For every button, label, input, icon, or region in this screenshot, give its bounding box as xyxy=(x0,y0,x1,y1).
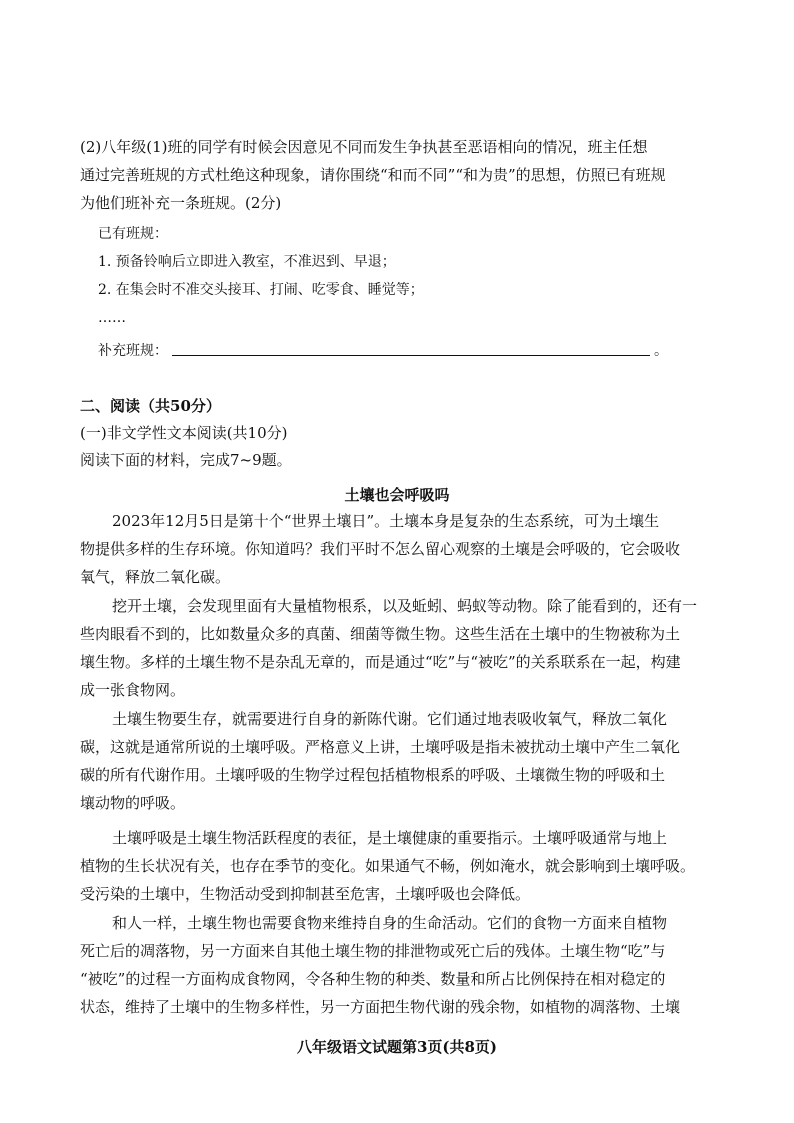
article-line: 挖开土壤，会发现里面有大量植物根系，以及蚯蚓、蚂蚁等动物。除了能看到的，还有一 xyxy=(112,597,698,615)
page-footer: 八年级语文试题第3页(共8页) xyxy=(296,1038,498,1056)
supplement-rule-label: 补充班规： xyxy=(98,343,168,359)
section-2-heading: 二、阅读（共50分） xyxy=(80,397,221,415)
article-line: 碳，这就是通常所说的土壤呼吸。严格意义上讲，土壤呼吸是指未被扰动土壤中产生二氧化 xyxy=(80,738,681,756)
article-line: 状态，维持了土壤中的生物多样性，另一方面把生物代谢的残余物，如植物的凋落物、土壤 xyxy=(80,998,681,1016)
section-2-subheading: (一)非文学性文本阅读(共10分) xyxy=(80,424,288,442)
existing-rule-2: 2. 在集会时不准交头接耳、打闹、吃零食、睡觉等； xyxy=(98,282,424,298)
article-line: 成一张食物网。 xyxy=(80,681,186,699)
question-2-line-1: (2)八年级(1)班的同学有时候会因意见不同而发生争执甚至恶语相向的情况，班主任想 xyxy=(80,138,648,156)
existing-rule-1: 1. 预备铃响后立即进入教室，不准迟到、早退； xyxy=(98,254,396,270)
supplement-rule-period: 。 xyxy=(654,343,668,359)
article-line: 物提供多样的生存环境。你知道吗？我们平时不怎么留心观察的土壤是会呼吸的，它会吸收 xyxy=(80,540,681,558)
supplement-rule-row xyxy=(98,338,668,360)
article-line: 植物的生长状况有关，也存在季节的变化。如果通气不畅，例如淹水，就会影响到土壤呼吸。 xyxy=(80,857,696,875)
article-line: 和人一样，土壤生物也需要食物来维持自身的生命活动。它们的食物一方面来自植物 xyxy=(112,914,668,932)
article-line: 些肉眼看不到的，比如数量众多的真菌、细菌等微生物。这些生活在土壤中的生物被称为土 xyxy=(80,625,681,643)
article-line: 氧气，释放二氧化碳。 xyxy=(80,568,231,586)
existing-rules-label: 已有班规： xyxy=(98,226,168,242)
article-line: 受污染的土壤中，生物活动受到抑制甚至危害，土壤呼吸也会降低。 xyxy=(80,885,531,903)
article-line: 2023年12月5日是第十个“世界土壤日”。土壤本身是复杂的生态系统，可为土壤生 xyxy=(112,512,660,530)
article-line: 土壤生物要生存，就需要进行自身的新陈代谢。它们通过地表吸收氧气，释放二氧化 xyxy=(112,710,668,728)
supplement-rule-blank[interactable] xyxy=(172,354,650,356)
section-2-instruction: 阅读下面的材料，完成7~9题。 xyxy=(80,451,292,469)
article-line: 碳的所有代谢作用。土壤呼吸的生物学过程包括植物根系的呼吸、土壤微生物的呼吸和土 xyxy=(80,766,666,784)
article-line: “被吃”的过程一方面构成食物网，令各种生物的种类、数量和所占比例保持在相对稳定的 xyxy=(80,970,666,988)
article-line: 死亡后的凋落物，另一方面来自其他土壤生物的排泄物或死亡后的残体。土壤生物“吃”与 xyxy=(80,942,666,960)
article-title: 土壤也会呼吸吗 xyxy=(344,486,450,504)
existing-rule-ellipsis: …… xyxy=(98,310,126,326)
article-line: 土壤呼吸是土壤生物活跃程度的表征，是土壤健康的重要指示。土壤呼吸通常与地上 xyxy=(112,829,668,847)
question-2-line-3: 为他们班补充一条班规。(2分) xyxy=(80,194,282,212)
article-line: 壤动物的呼吸。 xyxy=(80,794,186,812)
question-2-line-2: 通过完善班规的方式杜绝这种现象，请你围绕“和而不同”“和为贵”的思想，仿照已有班规 xyxy=(80,166,666,184)
article-line: 壤生物。多样的土壤生物不是杂乱无章的，而是通过“吃”与“被吃”的关系联系在一起，构建 xyxy=(80,653,681,671)
